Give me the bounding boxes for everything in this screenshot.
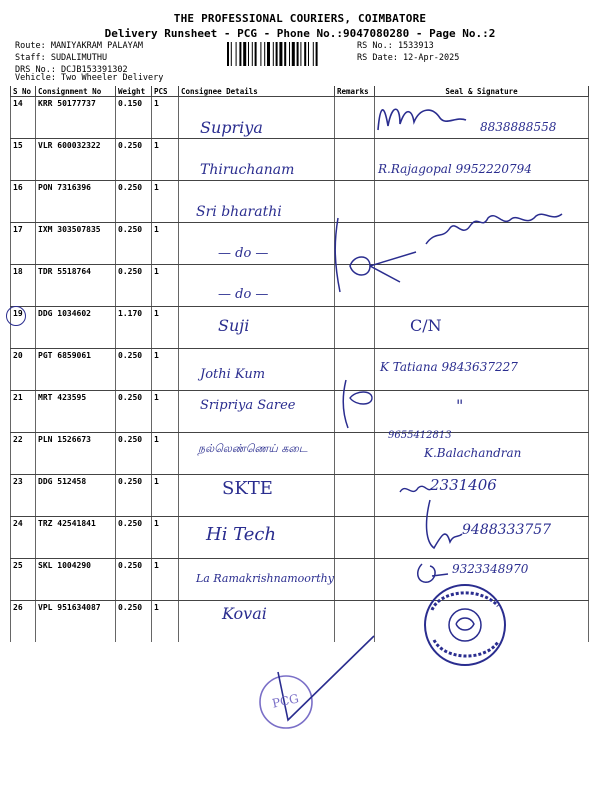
r14-signature-scribble <box>370 96 480 138</box>
table-row <box>11 307 589 349</box>
cell-weight: 1.170 <box>116 307 152 349</box>
table-row <box>11 265 589 307</box>
meta-right <box>357 40 577 64</box>
company-title: THE PROFESSIONAL COURIERS, COIMBATORE <box>173 12 427 25</box>
cell-weight: 0.150 <box>116 97 152 139</box>
r23-consignee-handwriting: SKTE <box>222 478 273 499</box>
cell-consignment-no: VLR 600032322 <box>36 139 116 181</box>
cell-sno: 21 <box>11 391 36 433</box>
r19-signature: C/N <box>410 316 442 335</box>
r14-signature-phone: 8838888558 <box>480 120 557 134</box>
cell-sno: 18 <box>11 265 36 307</box>
cell-consignment-no: KRR 50177737 <box>36 97 116 139</box>
r16-signature-scribble <box>416 200 566 252</box>
col-consignment: Consignment No <box>36 86 116 97</box>
cell-pcs: 1 <box>152 391 179 433</box>
vehicle: Vehicle: Two Wheeler Delivery <box>15 73 164 83</box>
rs-date: RS Date: 12-Apr-2025 <box>357 53 460 63</box>
cell-sno: 20 <box>11 349 36 391</box>
cell-sno: 26 <box>11 601 36 643</box>
cell-sno: 25 <box>11 559 36 601</box>
r25-signature: 9323348970 <box>452 562 529 576</box>
r15-consignee-handwriting: Thiruchanam <box>200 162 295 178</box>
r23-signature: 2331406 <box>430 476 497 494</box>
cell-consignment-no: DDG 512458 <box>36 475 116 517</box>
r24-consignee-handwriting: Hi Tech <box>206 524 277 545</box>
r24-signature-scribble <box>420 494 464 554</box>
cell-pcs: 1 <box>152 517 179 559</box>
r25-consignee-handwriting: La Ramakrishnamoorthy <box>196 572 334 585</box>
r21-consignee-handwriting: Sripriya Saree <box>200 398 296 413</box>
cell-consignment-no: TDR 5518764 <box>36 265 116 307</box>
col-weight: Weight <box>116 86 152 97</box>
cell-weight: 0.250 <box>116 265 152 307</box>
r20-r21-bracket-scribble <box>338 376 398 432</box>
cell-consignment-no: SKL 1004290 <box>36 559 116 601</box>
cell-sno: 23 <box>11 475 36 517</box>
r15-signature: R.Rajagopal 9952220794 <box>378 162 532 176</box>
r21-signature-ditto: " <box>456 396 464 415</box>
cell-remarks <box>335 475 375 517</box>
cell-sno: 15 <box>11 139 36 181</box>
cell-remarks <box>335 517 375 559</box>
cell-consignment-no: TRZ 42541841 <box>36 517 116 559</box>
col-remarks: Remarks <box>335 86 375 97</box>
cell-sno: 17 <box>11 223 36 265</box>
cell-remarks <box>335 307 375 349</box>
cell-consignment-no: MRT 423595 <box>36 391 116 433</box>
cell-consignee-details <box>179 307 335 349</box>
cell-seal-signature <box>375 391 589 433</box>
col-sno: S No <box>11 86 36 97</box>
cell-weight: 0.250 <box>116 223 152 265</box>
table-header-row <box>11 86 589 97</box>
cell-remarks <box>335 433 375 475</box>
cell-pcs: 1 <box>152 433 179 475</box>
cell-sno: 19 <box>11 307 36 349</box>
pcg-stamp-text: PCG <box>270 691 301 711</box>
cell-remarks <box>335 97 375 139</box>
r16-consignee-handwriting: Sri bharathi <box>196 204 282 220</box>
staff: Staff: SUDALIMUTHU <box>15 53 108 63</box>
cell-pcs: 1 <box>152 181 179 223</box>
cell-pcs: 1 <box>152 349 179 391</box>
cell-consignment-no: VPL 951634087 <box>36 601 116 643</box>
cell-pcs: 1 <box>152 223 179 265</box>
round-seal-stamp <box>420 580 510 670</box>
r24-signature: 9488333757 <box>462 522 552 538</box>
cell-weight: 0.250 <box>116 559 152 601</box>
cell-weight: 0.250 <box>116 349 152 391</box>
cell-consignment-no: DDG 1034602 <box>36 307 116 349</box>
r20-signature: K Tatiana 9843637227 <box>380 360 518 374</box>
ditto-bracket-scribble <box>330 212 420 298</box>
col-seal: Seal & Signature <box>375 86 589 97</box>
cell-weight: 0.250 <box>116 181 152 223</box>
drs-no: DRS No.: DCJB153391302 <box>15 65 128 75</box>
r14-consignee-handwriting: Supriya <box>200 118 263 137</box>
r22-signature-phone: 9655412813 <box>388 430 452 441</box>
r26-consignee-handwriting: Kovai <box>222 604 267 623</box>
cell-weight: 0.250 <box>116 139 152 181</box>
cell-pcs: 1 <box>152 475 179 517</box>
cell-sno: 24 <box>11 517 36 559</box>
cell-sno: 22 <box>11 433 36 475</box>
table-row <box>11 475 589 517</box>
r22-consignee-handwriting: நல்லெண்ணெய் கடை <box>198 442 308 455</box>
delivery-tick-mark <box>250 630 380 740</box>
cell-weight: 0.250 <box>116 475 152 517</box>
table-row <box>11 391 589 433</box>
cell-weight: 0.250 <box>116 391 152 433</box>
col-consignee: Consignee Details <box>179 86 335 97</box>
cell-consignment-no: PLN 1526673 <box>36 433 116 475</box>
cell-weight: 0.250 <box>116 433 152 475</box>
rs-no: RS No.: 1533913 <box>357 41 434 51</box>
cell-consignment-no: IXM 303507835 <box>36 223 116 265</box>
cell-consignment-no: PGT 6859061 <box>36 349 116 391</box>
col-pcs: PCS <box>152 86 179 97</box>
cell-weight: 0.250 <box>116 517 152 559</box>
cell-consignment-no: PON 7316396 <box>36 181 116 223</box>
cell-remarks <box>335 139 375 181</box>
runsheet-subtitle: Delivery Runsheet - PCG - Phone No.:9047080280 - Page No.:2 <box>104 27 496 40</box>
cell-sno: 14 <box>11 97 36 139</box>
route: Route: MANIYAKRAM PALAYAM <box>15 41 143 51</box>
cell-pcs: 1 <box>152 265 179 307</box>
r17-consignee-ditto: — do — <box>218 246 269 261</box>
cell-pcs: 1 <box>152 307 179 349</box>
cell-pcs: 1 <box>152 559 179 601</box>
cell-pcs: 1 <box>152 139 179 181</box>
cell-sno: 16 <box>11 181 36 223</box>
cell-seal-signature <box>375 307 589 349</box>
cell-remarks <box>335 559 375 601</box>
r18-consignee-ditto: — do — <box>218 287 269 302</box>
barcode <box>227 42 349 66</box>
row-19-circle-mark <box>6 306 26 326</box>
cell-pcs: 1 <box>152 601 179 643</box>
r22-signature: K.Balachandran <box>424 446 522 460</box>
cell-weight: 0.250 <box>116 601 152 643</box>
cell-pcs: 1 <box>152 97 179 139</box>
r19-consignee-handwriting: Suji <box>218 316 250 335</box>
r20-consignee-handwriting: Jothi Kum <box>200 367 266 382</box>
